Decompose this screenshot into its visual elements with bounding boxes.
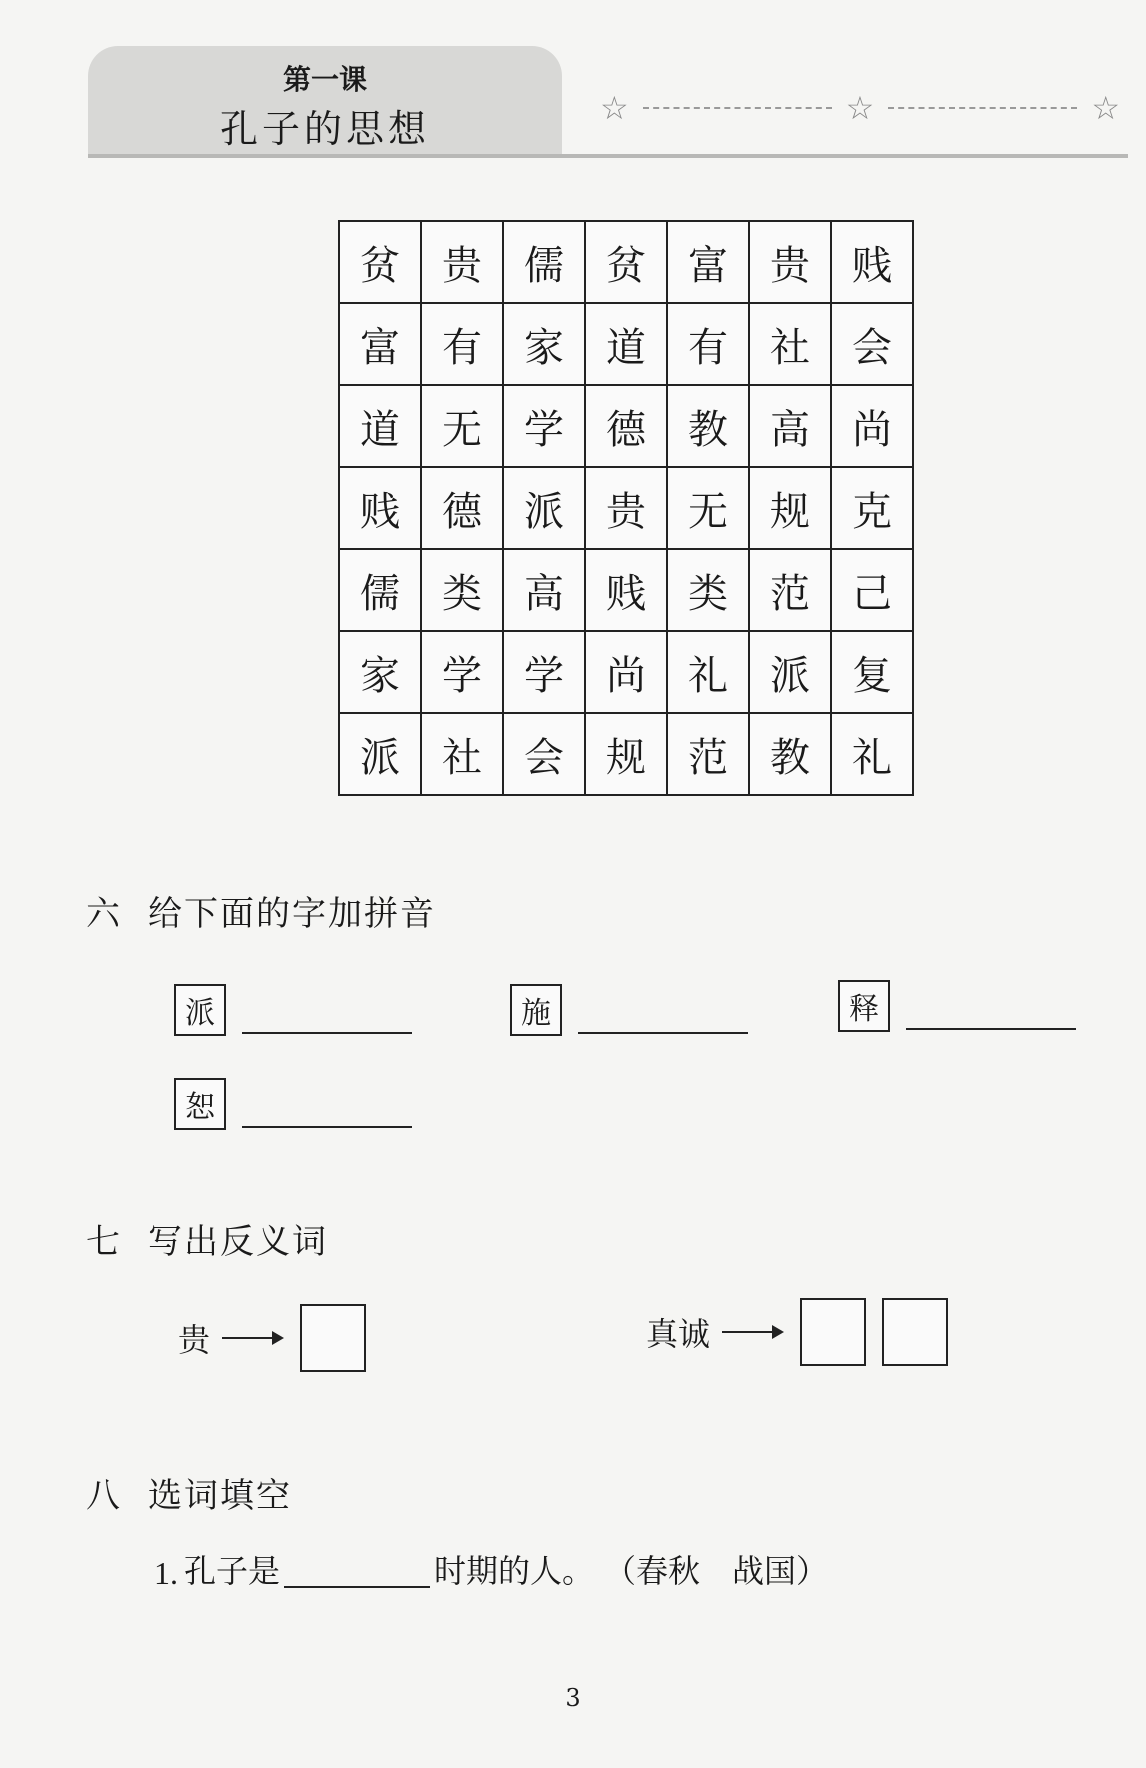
grid-cell[interactable]: 派 — [503, 467, 585, 549]
pinyin-item — [838, 980, 1076, 1032]
lesson-number: 第一课 — [282, 63, 367, 96]
grid-cell[interactable]: 己 — [831, 549, 913, 631]
section-title: 写出反义词 — [148, 1222, 328, 1262]
grid-cell[interactable]: 范 — [667, 713, 749, 795]
grid-row — [339, 713, 913, 795]
grid-cell[interactable]: 无 — [667, 467, 749, 549]
grid-cell[interactable]: 学 — [503, 631, 585, 713]
antonym-word: 贵 — [178, 1321, 211, 1359]
grid-cell[interactable]: 贵 — [585, 467, 667, 549]
grid-cell[interactable]: 类 — [667, 549, 749, 631]
grid-cell[interactable]: 会 — [831, 303, 913, 385]
section-number: 八 — [86, 1476, 122, 1516]
grid-cell[interactable]: 德 — [585, 385, 667, 467]
grid-cell[interactable]: 贱 — [831, 221, 913, 303]
grid-row — [339, 467, 913, 549]
star-icon: ☆ — [845, 89, 875, 127]
char-box: 恕 — [174, 1078, 226, 1130]
header-star-decoration — [600, 88, 1120, 128]
section-title: 选词填空 — [148, 1476, 292, 1516]
grid-cell[interactable]: 家 — [339, 631, 421, 713]
word-search-grid — [338, 220, 914, 796]
page-number: 3 — [565, 1684, 581, 1712]
grid-cell[interactable]: 规 — [585, 713, 667, 795]
pinyin-item — [174, 984, 412, 1036]
grid-cell[interactable]: 道 — [339, 385, 421, 467]
answer-box[interactable] — [882, 1298, 948, 1366]
grid-cell[interactable]: 会 — [503, 713, 585, 795]
grid-row — [339, 631, 913, 713]
grid-cell[interactable]: 无 — [421, 385, 503, 467]
pinyin-blank[interactable] — [242, 1126, 412, 1128]
grid-cell[interactable]: 儒 — [339, 549, 421, 631]
dashed-line — [643, 107, 832, 109]
question-text-before: 孔子是 — [184, 1552, 281, 1590]
answer-options: （春秋 战国） — [604, 1552, 829, 1590]
pinyin-item — [510, 984, 748, 1036]
grid-cell[interactable]: 有 — [667, 303, 749, 385]
header-rule — [88, 154, 1128, 158]
grid-cell[interactable]: 富 — [667, 221, 749, 303]
fill-question-1 — [154, 1546, 828, 1592]
grid-cell[interactable]: 德 — [421, 467, 503, 549]
grid-cell[interactable]: 礼 — [667, 631, 749, 713]
grid-cell[interactable]: 社 — [421, 713, 503, 795]
dashed-line — [888, 107, 1077, 109]
star-icon: ☆ — [1091, 89, 1120, 127]
grid-cell[interactable]: 贫 — [585, 221, 667, 303]
star-icon: ☆ — [600, 89, 629, 127]
char-box: 施 — [510, 984, 562, 1036]
section-7-heading — [86, 1214, 328, 1263]
grid-cell[interactable]: 教 — [667, 385, 749, 467]
question-text-after: 时期的人。 — [434, 1552, 595, 1590]
grid-cell[interactable]: 儒 — [503, 221, 585, 303]
grid-cell[interactable]: 家 — [503, 303, 585, 385]
char-box: 释 — [838, 980, 890, 1032]
grid-cell[interactable]: 学 — [421, 631, 503, 713]
pinyin-blank[interactable] — [242, 1032, 412, 1034]
grid-cell[interactable]: 富 — [339, 303, 421, 385]
answer-box[interactable] — [300, 1304, 366, 1372]
lesson-title: 孔子的思想 — [219, 107, 430, 151]
grid-row — [339, 303, 913, 385]
pinyin-blank[interactable] — [906, 1028, 1076, 1030]
grid-cell[interactable]: 礼 — [831, 713, 913, 795]
antonym-item — [646, 1298, 948, 1366]
grid-cell[interactable]: 尚 — [585, 631, 667, 713]
grid-cell[interactable]: 派 — [749, 631, 831, 713]
pinyin-item — [174, 1078, 412, 1130]
pinyin-blank[interactable] — [578, 1032, 748, 1034]
grid-cell[interactable]: 有 — [421, 303, 503, 385]
answer-box[interactable] — [800, 1298, 866, 1366]
grid-cell[interactable]: 社 — [749, 303, 831, 385]
grid-cell[interactable]: 教 — [749, 713, 831, 795]
grid-row — [339, 385, 913, 467]
section-8-heading — [86, 1468, 292, 1517]
grid-row — [339, 221, 913, 303]
section-number: 六 — [86, 894, 122, 934]
grid-cell[interactable]: 类 — [421, 549, 503, 631]
grid-cell[interactable]: 贫 — [339, 221, 421, 303]
arrow-right-icon — [722, 1331, 782, 1333]
section-6-heading — [86, 886, 436, 935]
section-number: 七 — [86, 1222, 122, 1262]
grid-cell[interactable]: 贱 — [339, 467, 421, 549]
antonym-item — [178, 1304, 366, 1372]
grid-cell[interactable]: 克 — [831, 467, 913, 549]
grid-cell[interactable]: 规 — [749, 467, 831, 549]
answer-blank[interactable] — [284, 1586, 430, 1588]
arrow-right-icon — [222, 1337, 282, 1339]
grid-cell[interactable]: 学 — [503, 385, 585, 467]
grid-cell[interactable]: 贵 — [421, 221, 503, 303]
char-box: 派 — [174, 984, 226, 1036]
question-number: 1. — [154, 1555, 178, 1591]
grid-cell[interactable]: 尚 — [831, 385, 913, 467]
grid-cell[interactable]: 范 — [749, 549, 831, 631]
grid-cell[interactable]: 复 — [831, 631, 913, 713]
grid-cell[interactable]: 道 — [585, 303, 667, 385]
grid-cell[interactable]: 派 — [339, 713, 421, 795]
grid-row — [339, 549, 913, 631]
grid-cell[interactable]: 贱 — [585, 549, 667, 631]
section-title: 给下面的字加拼音 — [148, 894, 436, 934]
grid-cell[interactable]: 高 — [749, 385, 831, 467]
antonym-word: 真诚 — [646, 1315, 711, 1353]
grid-cell[interactable]: 贵 — [749, 221, 831, 303]
grid-cell[interactable]: 高 — [503, 549, 585, 631]
